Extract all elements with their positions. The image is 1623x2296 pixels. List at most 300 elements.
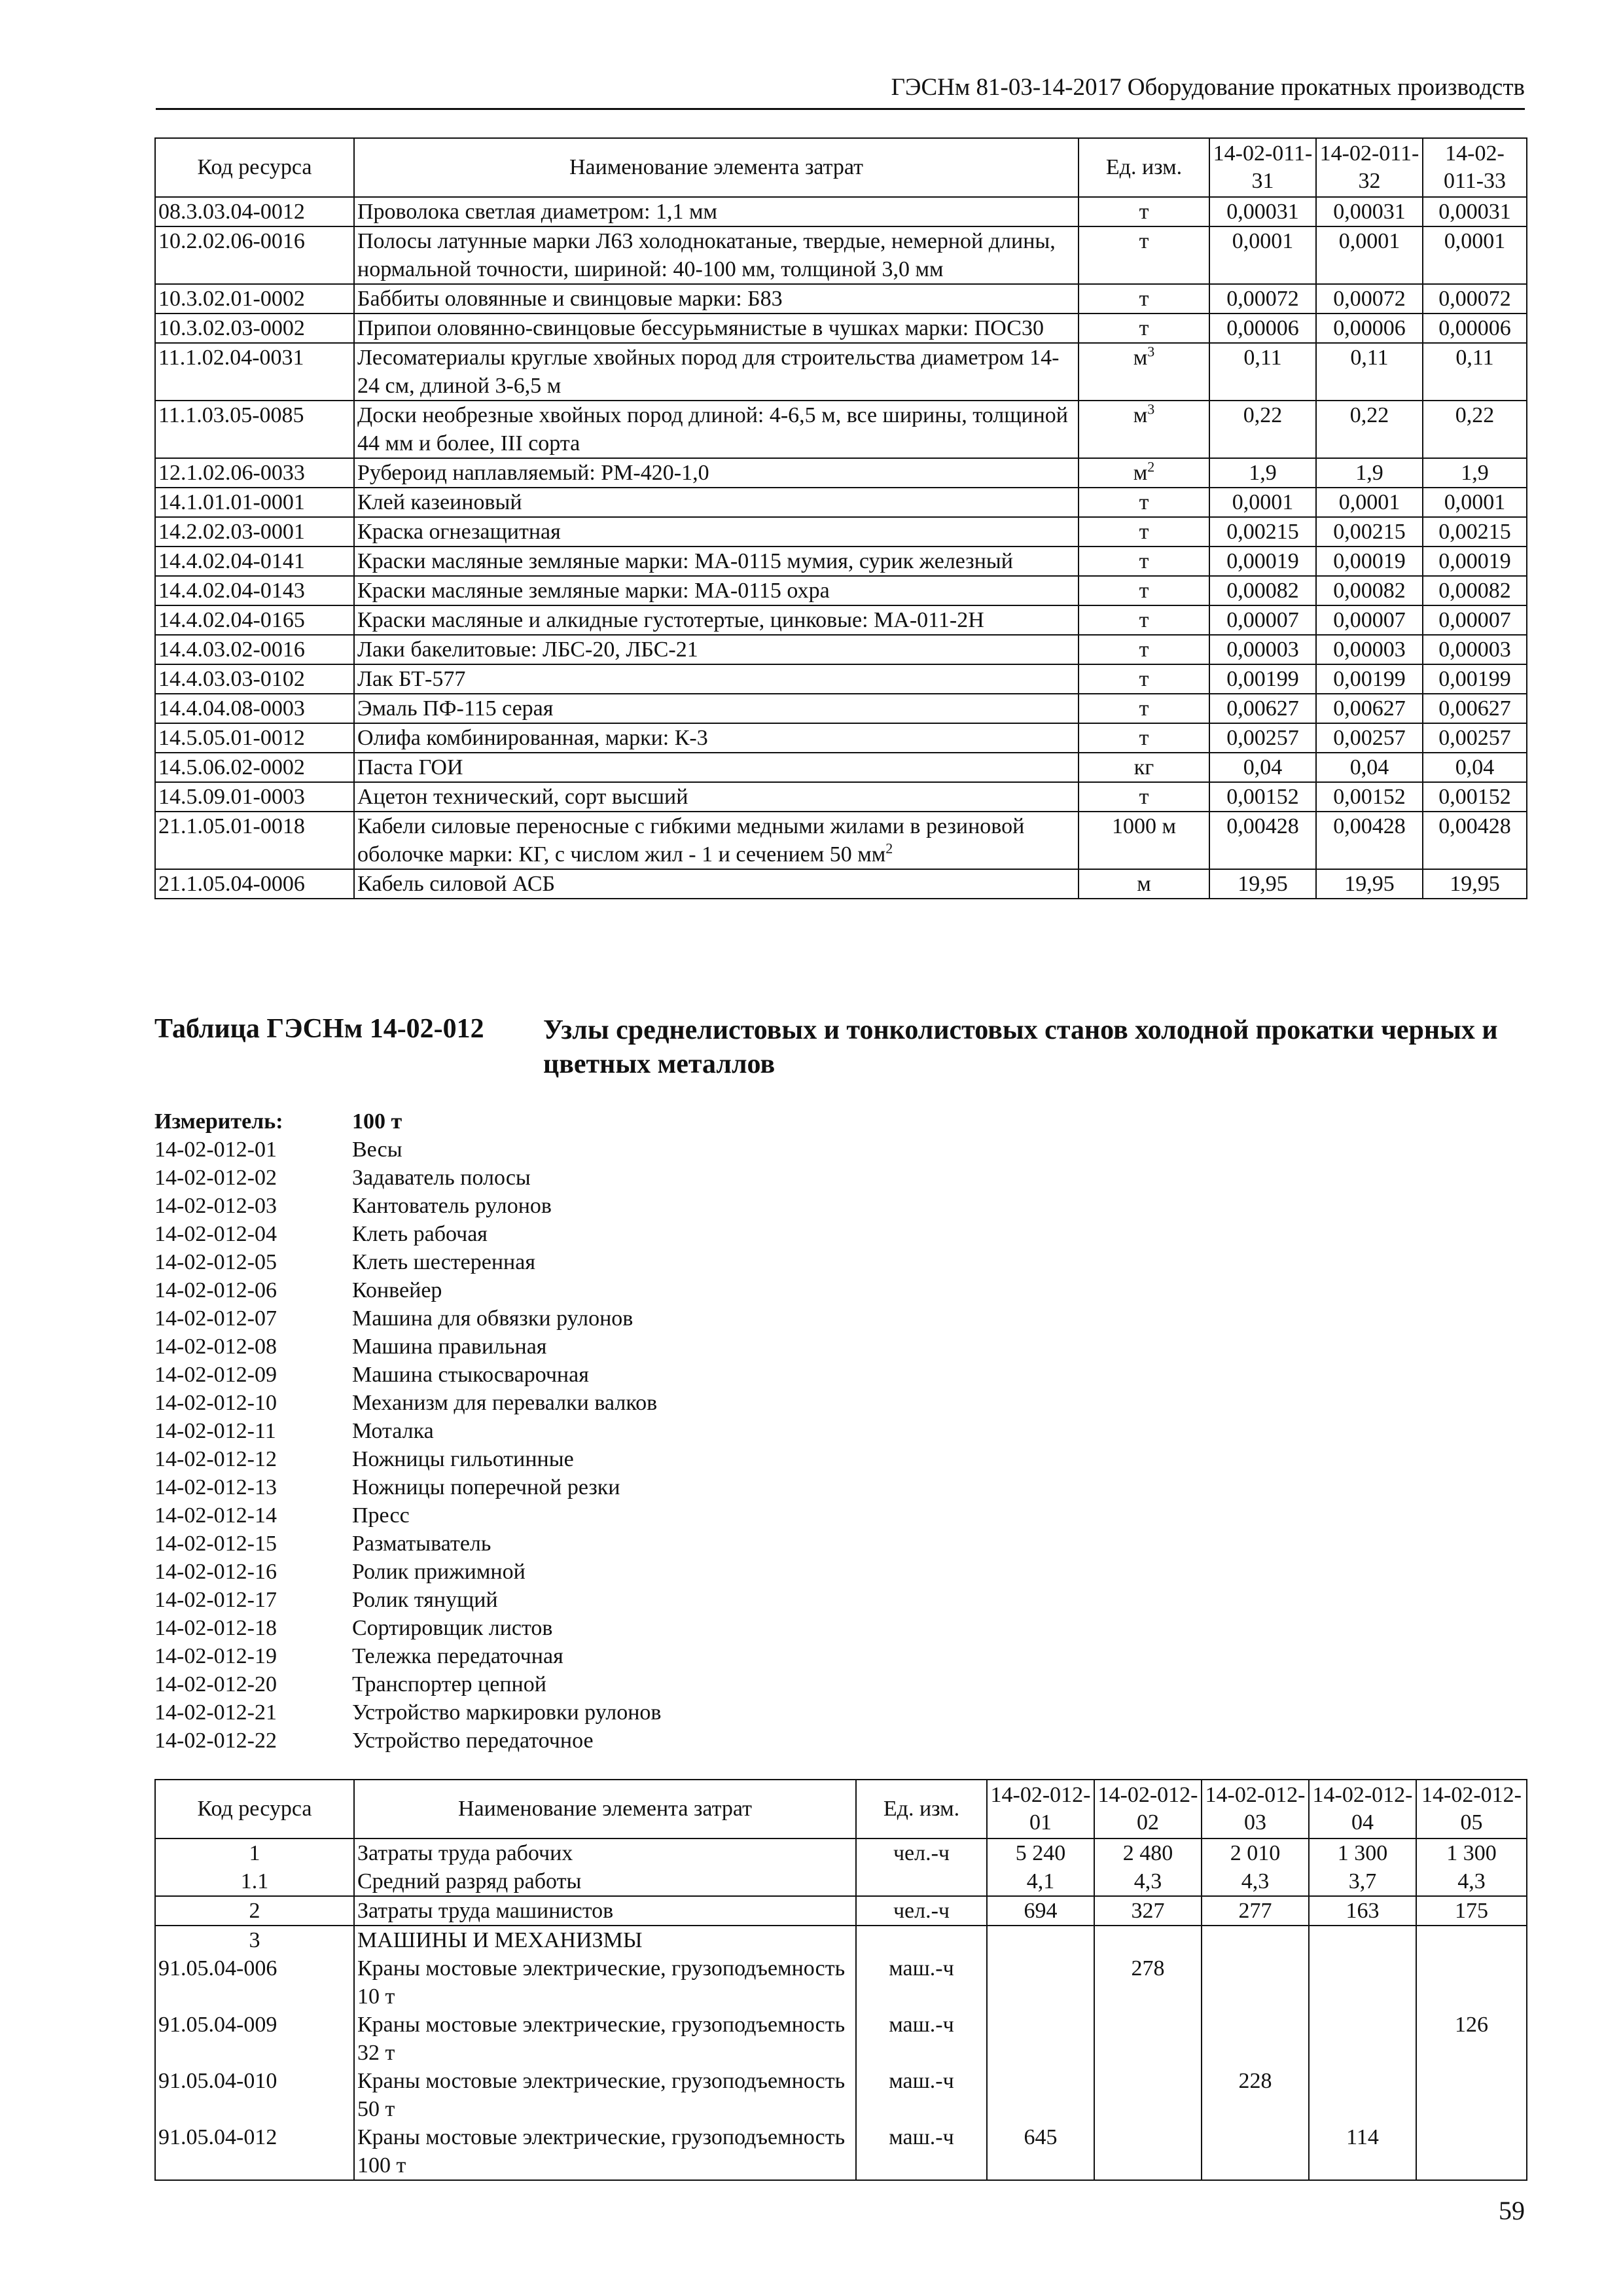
- table-row: [155, 782, 1527, 812]
- value-cell: 0,0001: [1209, 226, 1316, 284]
- list-item: [154, 1192, 661, 1220]
- resource-name-text: Рубероид наплавляемый: РМ-420-1,0: [357, 461, 709, 485]
- resource-name: [354, 547, 1079, 576]
- superscript: 3: [1147, 343, 1155, 360]
- value-cell: [1202, 2011, 1309, 2067]
- value-cell: 0,00019: [1423, 547, 1527, 576]
- resource-code: 10.3.02.01-0002: [155, 284, 354, 314]
- resource-name-text: Баббиты оловянные и свинцовые марки: Б83: [357, 287, 783, 311]
- value-cell: 0,00215: [1423, 517, 1527, 547]
- column-header: 14-02-012-04: [1309, 1780, 1416, 1839]
- norm-code: 14-02-012-22: [154, 1729, 277, 1753]
- meter-value: 100 т: [352, 1109, 402, 1134]
- resource-code: 11.1.02.04-0031: [155, 343, 354, 401]
- value-cell: 5 240: [987, 1839, 1094, 1867]
- resource-name: [354, 605, 1079, 635]
- table-row: [155, 314, 1527, 343]
- page-number: 59: [1499, 2196, 1525, 2225]
- unit: [1079, 401, 1209, 458]
- norm-code: 14-02-012-16: [154, 1560, 277, 1584]
- resource-code: 21.1.05.01-0018: [155, 812, 354, 869]
- value-cell: 0,00007: [1209, 605, 1316, 635]
- value-cell: 0,00003: [1423, 635, 1527, 664]
- table-row: [155, 226, 1527, 284]
- unit-text: т: [1139, 316, 1149, 340]
- unit-text: т: [1139, 549, 1149, 573]
- superscript: 3: [1147, 401, 1155, 418]
- resource-name: [354, 635, 1079, 664]
- value-cell: 0,00031: [1209, 197, 1316, 226]
- unit: [1079, 753, 1209, 782]
- value-cell: [1416, 1926, 1527, 1954]
- resource-name-text: Олифа комбинированная, марки: К-3: [357, 726, 708, 750]
- resources-table-011: [154, 137, 1527, 899]
- value-cell: 278: [1094, 1954, 1202, 2011]
- table-row: [155, 2011, 1527, 2067]
- value-cell: 0,00019: [1316, 547, 1423, 576]
- value-cell: [1309, 1954, 1416, 2011]
- norm-code: 14-02-012-13: [154, 1475, 277, 1499]
- norm-name: Машина стыкосварочная: [352, 1363, 589, 1387]
- value-cell: [1202, 1926, 1309, 1954]
- value-cell: 0,11: [1423, 343, 1527, 401]
- norm-name: Ножницы гильотинные: [352, 1447, 574, 1471]
- resource-name-text: Кабели силовые переносные с гибкими медными жилами в резиновой оболочке марки: КГ, с числом жил - 1 и сечением 50 мм: [357, 814, 1025, 867]
- resource-name: [354, 869, 1079, 899]
- resource-name-text: Паста ГОИ: [357, 755, 463, 780]
- table-row: [155, 2123, 1527, 2180]
- table-header-row: [155, 1780, 1527, 1839]
- resource-code: 14.4.03.02-0016: [155, 635, 354, 664]
- norm-name: Пресс: [352, 1503, 410, 1528]
- resource-name-text: Ацетон технический, сорт высший: [357, 785, 688, 809]
- resource-code: 2: [155, 1896, 354, 1926]
- norm-code: 14-02-012-09: [154, 1363, 277, 1387]
- resource-name-text: Проволока светлая диаметром: 1,1 мм: [357, 200, 718, 224]
- norm-code: 14-02-012-15: [154, 1532, 277, 1556]
- resource-code: 12.1.02.06-0033: [155, 458, 354, 488]
- unit-text: т: [1139, 579, 1149, 603]
- table-header-row: [155, 138, 1527, 197]
- resources-table-012: [154, 1779, 1527, 2181]
- norm-code: 14-02-012-01: [154, 1138, 277, 1162]
- norm-name: Тележка передаточная: [352, 1644, 563, 1668]
- value-cell: 4,3: [1416, 1867, 1527, 1896]
- value-cell: 0,00215: [1316, 517, 1423, 547]
- value-cell: [1416, 1954, 1527, 2011]
- norm-code: 14-02-012-17: [154, 1588, 277, 1612]
- resource-code: 14.4.02.04-0143: [155, 576, 354, 605]
- table-row: [155, 1954, 1527, 2011]
- resource-code: 91.05.04-009: [155, 2011, 354, 2067]
- resource-code: 10.2.02.06-0016: [155, 226, 354, 284]
- value-cell: 0,00019: [1209, 547, 1316, 576]
- table-row: [155, 869, 1527, 899]
- norm-name: Клеть рабочая: [352, 1222, 488, 1246]
- table-row: [155, 605, 1527, 635]
- norm-name: Весы: [352, 1138, 402, 1162]
- resource-code: 21.1.05.04-0006: [155, 869, 354, 899]
- resource-name-text: Краски масляные земляные марки: МА-0115 мумия, сурик железный: [357, 549, 1013, 573]
- value-cell: 126: [1416, 2011, 1527, 2067]
- norm-code: 14-02-012-21: [154, 1700, 277, 1725]
- value-cell: 0,00152: [1209, 782, 1316, 812]
- unit-text: кг: [1133, 755, 1154, 780]
- header-rule: [156, 108, 1525, 110]
- norm-code: 14-02-012-14: [154, 1503, 277, 1528]
- table-row: [155, 1896, 1527, 1926]
- resource-name-text: Кабель силовой АСБ: [357, 872, 556, 896]
- value-cell: 0,00006: [1209, 314, 1316, 343]
- table-row: [155, 547, 1527, 576]
- unit-text: т: [1139, 696, 1149, 721]
- value-cell: [1416, 2123, 1527, 2180]
- resource-name: Краны мостовые электрические, грузоподъемность 10 т: [354, 1954, 856, 2011]
- unit: [1079, 343, 1209, 401]
- value-cell: 0,0001: [1209, 488, 1316, 517]
- value-cell: 1,9: [1209, 458, 1316, 488]
- value-cell: 0,00215: [1209, 517, 1316, 547]
- value-cell: [1094, 1926, 1202, 1954]
- value-cell: 1,9: [1316, 458, 1423, 488]
- norm-name: Ролик прижимной: [352, 1560, 526, 1584]
- norm-code: 14-02-012-05: [154, 1250, 277, 1274]
- resource-name: [354, 694, 1079, 723]
- value-cell: 0,00152: [1423, 782, 1527, 812]
- running-header: ГЭСНм 81-03-14-2017 Оборудование прокатных производств: [891, 74, 1525, 101]
- unit-text: т: [1139, 287, 1149, 311]
- value-cell: [1094, 2123, 1202, 2180]
- resource-code: 10.3.02.03-0002: [155, 314, 354, 343]
- norm-name: Ролик тянущий: [352, 1588, 498, 1612]
- resource-name: [354, 753, 1079, 782]
- resource-code: 91.05.04-012: [155, 2123, 354, 2180]
- list-item: [154, 1417, 661, 1445]
- resource-name: Краны мостовые электрические, грузоподъемность 32 т: [354, 2011, 856, 2067]
- unit-text: т: [1139, 520, 1149, 544]
- value-cell: 327: [1094, 1896, 1202, 1926]
- value-cell: 0,00006: [1316, 314, 1423, 343]
- value-cell: 0,00428: [1209, 812, 1316, 869]
- resource-name-text: Полосы латунные марки Л63 холоднокатаные, твердые, немерной длины, нормальной точности, шириной: 40-100 мм, толщиной 3,0 мм: [357, 229, 1056, 281]
- value-cell: [987, 1926, 1094, 1954]
- column-header: Ед. изм.: [1079, 138, 1209, 197]
- value-cell: 0,04: [1423, 753, 1527, 782]
- value-cell: [1309, 2011, 1416, 2067]
- resource-name: [354, 664, 1079, 694]
- value-cell: 0,0001: [1316, 488, 1423, 517]
- norm-name: Машина правильная: [352, 1335, 547, 1359]
- list-item: [154, 1614, 661, 1642]
- value-cell: [1202, 1954, 1309, 2011]
- unit: [1079, 812, 1209, 869]
- unit: [1079, 694, 1209, 723]
- table-row: [155, 723, 1527, 753]
- list-item: [154, 1248, 661, 1276]
- resource-code: 14.5.06.02-0002: [155, 753, 354, 782]
- value-cell: 1 300: [1309, 1839, 1416, 1867]
- value-cell: 0,00003: [1316, 635, 1423, 664]
- value-cell: [1202, 2123, 1309, 2180]
- unit-text: т: [1139, 200, 1149, 224]
- column-header: 14-02-012-05: [1416, 1780, 1527, 1839]
- resource-name: [354, 401, 1079, 458]
- resource-code: 14.4.03.03-0102: [155, 664, 354, 694]
- resource-code: 14.4.02.04-0141: [155, 547, 354, 576]
- column-header: Код ресурса: [155, 1780, 354, 1839]
- list-item: [154, 1164, 661, 1192]
- table-row: [155, 517, 1527, 547]
- table-row: [155, 694, 1527, 723]
- unit: [1079, 782, 1209, 812]
- value-cell: 0,00257: [1423, 723, 1527, 753]
- unit: чел.-ч: [856, 1896, 987, 1926]
- superscript: 2: [1147, 458, 1155, 475]
- resource-name: [354, 197, 1079, 226]
- unit-text: т: [1139, 785, 1149, 809]
- resource-name: [354, 343, 1079, 401]
- unit-text: м: [1133, 403, 1148, 427]
- column-header: 14-02-012-02: [1094, 1780, 1202, 1839]
- value-cell: 0,0001: [1316, 226, 1423, 284]
- norm-name: Конвейер: [352, 1278, 442, 1302]
- value-cell: 19,95: [1316, 869, 1423, 899]
- unit: [856, 1926, 987, 1954]
- unit: [1079, 869, 1209, 899]
- resource-code: 14.1.01.01-0001: [155, 488, 354, 517]
- table-caption-title: Узлы среднелистовых и тонколистовых станов холодной прокатки черных и цветных металлов: [543, 1015, 1498, 1079]
- column-header: Код ресурса: [155, 138, 354, 197]
- norm-code: 14-02-012-02: [154, 1166, 277, 1190]
- resource-code: 14.5.09.01-0003: [155, 782, 354, 812]
- norm-name: Механизм для перевалки валков: [352, 1391, 658, 1415]
- list-item: [154, 1220, 661, 1248]
- value-cell: 1,9: [1423, 458, 1527, 488]
- resource-name: [354, 488, 1079, 517]
- column-header: Ед. изм.: [856, 1780, 987, 1839]
- value-cell: [987, 2011, 1094, 2067]
- norm-code: 14-02-012-06: [154, 1278, 277, 1302]
- resource-code: 3: [155, 1926, 354, 1954]
- superscript: 2: [885, 840, 893, 857]
- value-cell: 19,95: [1423, 869, 1527, 899]
- value-cell: [987, 2067, 1094, 2123]
- list-item: [154, 1389, 661, 1417]
- value-cell: [1309, 2067, 1416, 2123]
- table-row: [155, 1867, 1527, 1896]
- value-cell: 0,00428: [1423, 812, 1527, 869]
- table-row: [155, 197, 1527, 226]
- list-item: [154, 1530, 661, 1558]
- norm-name: Сортировщик листов: [352, 1616, 553, 1640]
- norm-name: Машина для обвязки рулонов: [352, 1306, 633, 1331]
- value-cell: 0,00082: [1209, 576, 1316, 605]
- resource-code: 11.1.03.05-0085: [155, 401, 354, 458]
- value-cell: 0,00627: [1316, 694, 1423, 723]
- list-item: [154, 1333, 661, 1361]
- resource-name: [354, 226, 1079, 284]
- norm-code: 14-02-012-10: [154, 1391, 277, 1415]
- unit-text: т: [1139, 608, 1149, 632]
- resource-name-text: Лак БТ-577: [357, 667, 466, 691]
- resource-name-text: Краски масляные и алкидные густотертые, цинковые: МА-011-2Н: [357, 608, 984, 632]
- resource-name: [354, 723, 1079, 753]
- value-cell: 0,22: [1316, 401, 1423, 458]
- table-row: [155, 2067, 1527, 2123]
- table-row: [155, 812, 1527, 869]
- unit-text: т: [1139, 229, 1149, 253]
- value-cell: 163: [1309, 1896, 1416, 1926]
- table-row: [155, 488, 1527, 517]
- unit: [1079, 458, 1209, 488]
- resource-code: 1: [155, 1839, 354, 1867]
- norm-code: 14-02-012-18: [154, 1616, 277, 1640]
- resource-code: 14.4.04.08-0003: [155, 694, 354, 723]
- resource-code: 14.2.02.03-0001: [155, 517, 354, 547]
- table-caption-label: Таблица ГЭСНм 14-02-012: [154, 1014, 484, 1044]
- list-item: [154, 1445, 661, 1473]
- value-cell: 228: [1202, 2067, 1309, 2123]
- value-cell: 0,00031: [1316, 197, 1423, 226]
- value-cell: 0,00257: [1316, 723, 1423, 753]
- column-header: 14-02-012-01: [987, 1780, 1094, 1839]
- unit-text: т: [1139, 667, 1149, 691]
- resource-name-text: Лесоматериалы круглые хвойных пород для строительства диаметром 14-24 см, длиной 3-6,5 м: [357, 346, 1060, 398]
- value-cell: 645: [987, 2123, 1094, 2180]
- unit: [1079, 197, 1209, 226]
- value-cell: 0,04: [1316, 753, 1423, 782]
- table-row: [155, 343, 1527, 401]
- norm-list: [154, 1136, 661, 1755]
- value-cell: 0,00072: [1209, 284, 1316, 314]
- unit: маш.-ч: [856, 2123, 987, 2180]
- resource-name: Краны мостовые электрические, грузоподъемность 50 т: [354, 2067, 856, 2123]
- column-header: Наименование элемента затрат: [354, 1780, 856, 1839]
- unit-text: т: [1139, 637, 1149, 662]
- list-item: [154, 1473, 661, 1501]
- value-cell: 0,00257: [1209, 723, 1316, 753]
- table-row: [155, 1926, 1527, 1954]
- unit: [1079, 226, 1209, 284]
- unit: маш.-ч: [856, 2011, 987, 2067]
- unit: [856, 1867, 987, 1896]
- value-cell: 0,00627: [1423, 694, 1527, 723]
- unit: маш.-ч: [856, 2067, 987, 2123]
- resource-code: 91.05.04-010: [155, 2067, 354, 2123]
- resource-name-text: Краски масляные земляные марки: МА-0115 охра: [357, 579, 830, 603]
- value-cell: 3,7: [1309, 1867, 1416, 1896]
- norm-name: Устройство передаточное: [352, 1729, 594, 1753]
- meter-block: [154, 1107, 661, 1755]
- unit: [1079, 284, 1209, 314]
- value-cell: 0,00072: [1423, 284, 1527, 314]
- table-row: [155, 753, 1527, 782]
- norm-name: Устройство маркировки рулонов: [352, 1700, 662, 1725]
- column-header: 14-02-011-32: [1316, 138, 1423, 197]
- norm-name: Кантователь рулонов: [352, 1194, 552, 1218]
- resource-code: 91.05.04-006: [155, 1954, 354, 2011]
- value-cell: 0,0001: [1423, 488, 1527, 517]
- unit-text: м: [1133, 461, 1148, 485]
- meter-label: Измеритель:: [154, 1109, 283, 1134]
- value-cell: 0,0001: [1423, 226, 1527, 284]
- unit: [1079, 605, 1209, 635]
- column-header: 14-02-011-33: [1423, 138, 1527, 197]
- value-cell: 0,11: [1316, 343, 1423, 401]
- value-cell: 0,00082: [1423, 576, 1527, 605]
- list-item: [154, 1361, 661, 1389]
- resource-name: Затраты труда рабочих: [354, 1839, 856, 1867]
- table-row: [155, 1839, 1527, 1867]
- unit: [1079, 635, 1209, 664]
- unit: чел.-ч: [856, 1839, 987, 1867]
- norm-code: 14-02-012-08: [154, 1335, 277, 1359]
- value-cell: 0,00199: [1423, 664, 1527, 694]
- resource-name: [354, 576, 1079, 605]
- value-cell: 0,00072: [1316, 284, 1423, 314]
- list-item: [154, 1558, 661, 1586]
- list-item: [154, 1276, 661, 1304]
- list-item: [154, 1304, 661, 1333]
- value-cell: [987, 1954, 1094, 2011]
- value-cell: 2 480: [1094, 1839, 1202, 1867]
- meter-row: [154, 1107, 661, 1136]
- resource-name: [354, 782, 1079, 812]
- value-cell: [1309, 1926, 1416, 1954]
- norm-code: 14-02-012-03: [154, 1194, 277, 1218]
- table-row: [155, 664, 1527, 694]
- unit-text: 1000 м: [1111, 814, 1176, 838]
- list-item: [154, 1698, 661, 1727]
- unit: [1079, 517, 1209, 547]
- unit-text: м: [1133, 346, 1148, 370]
- value-cell: 0,22: [1423, 401, 1527, 458]
- list-item: [154, 1670, 661, 1698]
- resource-name-text: Краска огнезащитная: [357, 520, 561, 544]
- list-item: [154, 1586, 661, 1614]
- column-header: Наименование элемента затрат: [354, 138, 1079, 197]
- column-header: 14-02-011-31: [1209, 138, 1316, 197]
- value-cell: 2 010: [1202, 1839, 1309, 1867]
- resource-code: 08.3.03.04-0012: [155, 197, 354, 226]
- unit-text: т: [1139, 726, 1149, 750]
- unit: [1079, 547, 1209, 576]
- value-cell: 0,00006: [1423, 314, 1527, 343]
- resource-name: [354, 517, 1079, 547]
- norm-name: Задаватель полосы: [352, 1166, 531, 1190]
- value-cell: 0,00007: [1423, 605, 1527, 635]
- resource-name: [354, 812, 1079, 869]
- value-cell: 0,00199: [1209, 664, 1316, 694]
- table-row: [155, 458, 1527, 488]
- value-cell: 694: [987, 1896, 1094, 1926]
- norm-name: Разматыватель: [352, 1532, 491, 1556]
- resource-name-text: Доски необрезные хвойных пород длиной: 4-6,5 м, все ширины, толщиной 44 мм и более, III сорта: [357, 403, 1068, 456]
- value-cell: 0,11: [1209, 343, 1316, 401]
- norm-code: 14-02-012-11: [154, 1419, 276, 1443]
- table-row: [155, 284, 1527, 314]
- norm-code: 14-02-012-12: [154, 1447, 277, 1471]
- norm-code: 14-02-012-20: [154, 1672, 277, 1696]
- value-cell: 114: [1309, 2123, 1416, 2180]
- norm-code: 14-02-012-04: [154, 1222, 277, 1246]
- unit: [1079, 314, 1209, 343]
- norm-code: 14-02-012-19: [154, 1644, 277, 1668]
- resource-code: 1.1: [155, 1867, 354, 1896]
- unit: [1079, 488, 1209, 517]
- value-cell: 277: [1202, 1896, 1309, 1926]
- value-cell: 4,3: [1094, 1867, 1202, 1896]
